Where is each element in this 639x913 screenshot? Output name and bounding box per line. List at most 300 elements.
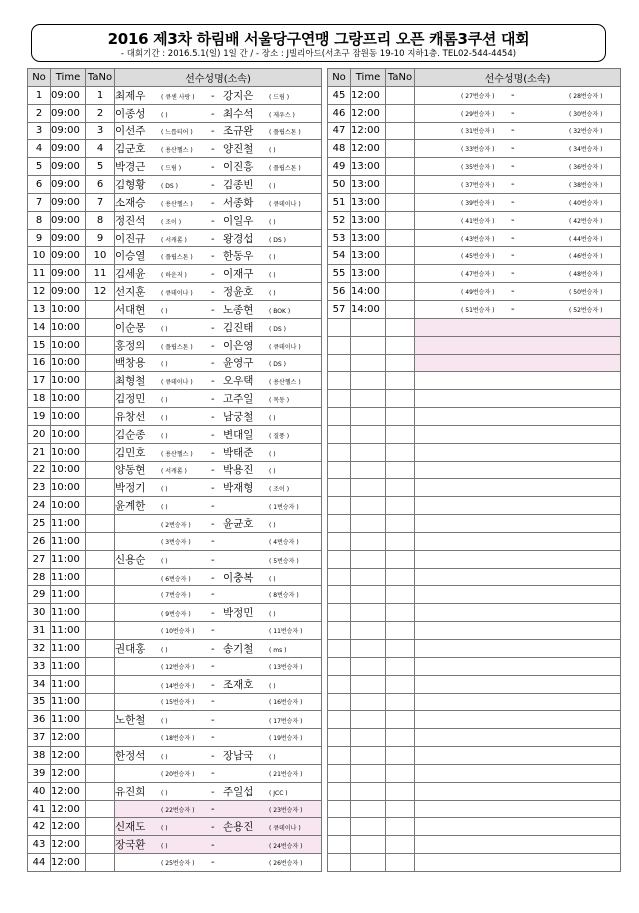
empty-cell [386,390,415,408]
empty-cell [386,443,415,461]
match-time: 11:00 [51,586,86,604]
player1-club: ( 27번승자 ) [461,92,495,100]
match-players [415,104,621,122]
empty-cell [386,818,415,836]
versus-dash: - [211,90,215,102]
match-time: 09:00 [51,176,86,194]
match-time: 11:00 [51,657,86,675]
versus-dash: - [211,750,215,762]
match-time: 10:00 [51,408,86,426]
empty-cell [415,372,621,390]
match-players [115,176,322,194]
empty-cell [415,354,621,372]
match-players [115,747,322,765]
empty-cell [351,354,386,372]
player1-club: ( ) [161,843,168,851]
empty-cell [386,693,415,711]
table-row [28,586,322,604]
player1-name: 김세윤 [115,268,146,281]
empty-cell [351,443,386,461]
table-no [86,300,115,318]
versus-dash: - [211,732,215,744]
empty-row [328,818,621,836]
player2-club: ( ) [269,272,276,280]
player2-name: 장남국 [223,749,254,762]
player1-club: ( 43번승자 ) [461,235,495,243]
empty-cell [351,604,386,622]
empty-row [328,479,621,497]
player2-club: ( ) [269,753,276,761]
empty-cell [415,497,621,515]
empty-cell [328,372,351,390]
match-players [115,586,322,604]
match-no: 22 [28,461,51,479]
empty-cell [386,782,415,800]
match-players [115,211,322,229]
versus-dash: - [211,572,215,584]
match-players [115,568,322,586]
title-box [31,24,606,62]
player2-name: 오우택 [223,375,254,388]
match-no: 37 [28,729,51,747]
player1-club: ( 29번승자 ) [461,110,495,118]
table-no [86,604,115,622]
table-header-row [328,69,621,87]
table-row [28,265,322,283]
empty-cell [415,640,621,658]
col-header-tano: TaNo [86,69,115,87]
table-no [386,104,415,122]
player2-name: 윤균호 [223,518,254,531]
match-time: 09:00 [51,247,86,265]
col-header-time: Time [351,69,386,87]
empty-cell [386,532,415,550]
table-no [86,729,115,747]
empty-cell [328,425,351,443]
match-no: 4 [28,140,51,158]
empty-cell [351,854,386,872]
player2-club: ( 40번승자 ) [569,199,603,207]
empty-cell [351,461,386,479]
match-time: 14:00 [351,300,386,318]
page-title: 2016 제3차 하림배 서울당구연맹 그랑프리 오픈 캐롬3쿠션 대회 [107,30,530,48]
versus-dash: - [211,803,215,815]
versus-dash: - [211,715,215,727]
player1-club: ( 서캐롬 ) [161,236,187,244]
match-no: 12 [28,283,51,301]
player1-name: 정진석 [115,214,146,227]
match-players [115,640,322,658]
player2-club: ( ) [269,450,276,458]
empty-row [328,515,621,533]
match-players [415,283,621,301]
empty-cell [386,568,415,586]
player1-club: ( ) [161,753,168,761]
match-time: 11:00 [51,568,86,586]
versus-dash: - [211,696,215,708]
empty-cell [386,372,415,390]
table-no [86,711,115,729]
match-no: 48 [328,140,351,158]
table-row [328,193,621,211]
player1-club: ( 느릅티어 ) [161,129,193,137]
match-no: 3 [28,122,51,140]
table-row [28,443,322,461]
table-no [386,140,415,158]
player1-club: ( ) [161,557,168,565]
match-time: 13:00 [351,247,386,265]
empty-row [328,622,621,640]
table-no: 6 [86,176,115,194]
player1-club: ( 용산헬스 ) [161,450,193,458]
table-no: 8 [86,211,115,229]
empty-cell [328,354,351,372]
table-row [28,122,322,140]
player1-club: ( 서캐롬 ) [161,468,187,476]
versus-dash: - [211,251,215,263]
match-no: 19 [28,408,51,426]
empty-cell [415,586,621,604]
empty-row [328,604,621,622]
table-no [386,193,415,211]
match-time: 13:00 [351,229,386,247]
empty-cell [351,515,386,533]
empty-cell [386,318,415,336]
player1-name: 최형철 [115,375,146,388]
player1-club: ( 49번승자 ) [461,289,495,297]
table-no [86,479,115,497]
player2-name: 남궁철 [223,410,254,423]
table-no [86,640,115,658]
match-players [115,193,322,211]
player1-club: ( ) [161,307,168,315]
player2-club: ( 32번승자 ) [569,128,603,136]
versus-dash: - [211,126,215,138]
versus-dash: - [511,178,515,190]
empty-cell [351,622,386,640]
table-row [328,176,621,194]
player2-name: 최수석 [223,107,254,120]
player2-club: ( ) [269,611,276,619]
empty-cell [386,800,415,818]
match-players [115,854,322,872]
empty-row [328,390,621,408]
match-no: 14 [28,318,51,336]
table-no [86,497,115,515]
empty-row [328,497,621,515]
empty-cell [351,318,386,336]
player2-club: ( ) [269,218,276,226]
table-row [28,818,322,836]
player2-name: 김진태 [223,321,254,334]
player1-club: ( ) [161,486,168,494]
player2-club: ( 50번승자 ) [569,289,603,297]
match-time: 12:00 [351,104,386,122]
empty-cell [386,836,415,854]
match-time: 12:00 [351,140,386,158]
player1-name: 김순종 [115,428,146,441]
versus-dash: - [211,411,215,423]
empty-cell [351,425,386,443]
empty-row [328,729,621,747]
versus-dash: - [211,447,215,459]
match-time: 13:00 [351,265,386,283]
match-players [415,229,621,247]
match-players [115,604,322,622]
match-players [115,390,322,408]
match-no: 44 [28,854,51,872]
table-no [86,782,115,800]
table-row [28,622,322,640]
player1-club: ( ) [161,789,168,797]
match-time: 12:00 [51,747,86,765]
versus-dash: - [211,179,215,191]
player2-club: ( 드림 ) [269,93,290,101]
table-row [28,532,322,550]
empty-cell [351,729,386,747]
empty-cell [351,818,386,836]
table-row [28,479,322,497]
schedule-body-left [28,86,322,871]
empty-row [328,443,621,461]
empty-cell [386,550,415,568]
table-row [28,729,322,747]
table-row [28,764,322,782]
col-header-players: 선수성명(소속) [115,69,322,87]
match-players [115,140,322,158]
match-players [115,443,322,461]
empty-row [328,461,621,479]
match-players [115,86,322,104]
table-no [86,408,115,426]
empty-cell [415,675,621,693]
match-no: 26 [28,532,51,550]
empty-cell [328,336,351,354]
empty-cell [415,622,621,640]
player1-club: ( 37번승자 ) [461,181,495,189]
match-time: 12:00 [51,836,86,854]
table-row [28,158,322,176]
player1-club: ( 20번승자 ) [161,770,195,778]
empty-cell [415,425,621,443]
match-time: 11:00 [51,532,86,550]
match-players [115,158,322,176]
table-no [86,800,115,818]
table-row [28,693,322,711]
match-players [115,229,322,247]
table-no: 11 [86,265,115,283]
table-row [28,211,322,229]
player2-name: 이충복 [223,571,254,584]
empty-row [328,782,621,800]
versus-dash: - [211,840,215,852]
player1-club: ( ) [161,825,168,833]
match-no: 31 [28,622,51,640]
empty-cell [386,336,415,354]
table-no: 12 [86,283,115,301]
player1-club: ( 큐데이나 ) [161,379,193,387]
versus-dash: - [511,196,515,208]
match-no: 33 [28,657,51,675]
player2-club: ( ) [269,575,276,583]
match-no: 28 [28,568,51,586]
versus-dash: - [511,89,515,101]
player2-club: ( ) [269,290,276,298]
table-no [86,818,115,836]
match-time: 14:00 [351,283,386,301]
empty-cell [328,782,351,800]
player2-name: 조규완 [223,125,254,138]
table-no [86,568,115,586]
player1-club: ( 드림 ) [161,165,182,173]
player1-club: ( 플립스톤 ) [161,343,193,351]
versus-dash: - [511,125,515,137]
table-no [86,550,115,568]
match-players [415,247,621,265]
empty-cell [386,461,415,479]
match-time: 11:00 [51,640,86,658]
player2-club: ( 34번승자 ) [569,146,603,154]
versus-dash: - [511,303,515,315]
table-row [28,425,322,443]
table-no [86,764,115,782]
player2-club: ( 46번승자 ) [569,253,603,261]
match-time: 12:00 [351,122,386,140]
player1-club: ( ) [161,414,168,422]
empty-cell [415,854,621,872]
empty-cell [386,425,415,443]
match-time: 09:00 [51,265,86,283]
empty-cell [386,729,415,747]
table-no [86,336,115,354]
player2-name: 박용진 [223,464,254,477]
player2-club: ( 제우스 ) [269,111,295,119]
empty-cell [386,711,415,729]
empty-cell [328,675,351,693]
match-no: 8 [28,211,51,229]
table-no [86,515,115,533]
player2-club: ( 8번승자 ) [269,592,299,600]
empty-cell [386,675,415,693]
empty-cell [351,675,386,693]
player1-club: ( 15번승자 ) [161,699,195,707]
player2-club: ( 조이 ) [269,486,290,494]
empty-cell [386,604,415,622]
table-row [328,265,621,283]
table-no [386,211,415,229]
table-no [86,390,115,408]
player1-name: 선지훈 [115,286,146,299]
empty-row [328,764,621,782]
table-row [28,800,322,818]
table-row [328,247,621,265]
empty-cell [415,764,621,782]
match-time: 11:00 [51,622,86,640]
versus-dash: - [511,232,515,244]
player1-club: ( 큐데이나 ) [161,290,193,298]
empty-cell [415,443,621,461]
col-header-no: No [28,69,51,87]
empty-cell [415,657,621,675]
empty-cell [415,532,621,550]
match-no: 25 [28,515,51,533]
table-row [28,604,322,622]
match-no: 13 [28,300,51,318]
match-players [115,372,322,390]
match-no: 40 [28,782,51,800]
match-time: 09:00 [51,122,86,140]
player1-name: 한정석 [115,749,146,762]
match-time: 10:00 [51,461,86,479]
match-no: 24 [28,497,51,515]
match-players [115,782,322,800]
player1-name: 서대현 [115,303,146,316]
col-header-no: No [328,69,351,87]
match-time: 09:00 [51,283,86,301]
match-time: 10:00 [51,497,86,515]
table-no: 4 [86,140,115,158]
player1-club: ( 2번승자 ) [161,522,191,530]
match-time: 10:00 [51,300,86,318]
empty-cell [328,408,351,426]
versus-dash: - [211,535,215,547]
table-no: 1 [86,86,115,104]
match-no: 11 [28,265,51,283]
player2-club: ( ) [269,182,276,190]
player1-club: ( 7번승자 ) [161,592,191,600]
empty-cell [351,390,386,408]
versus-dash: - [211,483,215,495]
versus-dash: - [211,197,215,209]
table-row [328,104,621,122]
empty-cell [328,640,351,658]
table-row [28,675,322,693]
player1-name: 이진규 [115,232,146,245]
player1-club: ( 조이 ) [161,218,182,226]
table-row [28,408,322,426]
table-no [386,283,415,301]
empty-cell [328,800,351,818]
player2-name: 고주일 [223,393,254,406]
match-no: 9 [28,229,51,247]
player1-club: ( 39번승자 ) [461,199,495,207]
player2-club: ( 52번승자 ) [569,306,603,314]
player1-club: ( ) [161,432,168,440]
empty-row [328,550,621,568]
match-players [115,479,322,497]
player1-name: 김군호 [115,143,146,156]
empty-row [328,640,621,658]
empty-cell [351,550,386,568]
player2-club: ( JCC ) [269,789,288,797]
match-players [415,300,621,318]
empty-cell [328,604,351,622]
match-players [115,550,322,568]
player1-club: ( 25번승자 ) [161,860,195,868]
match-time: 10:00 [51,318,86,336]
player2-club: ( ) [269,682,276,690]
player1-name: 유창선 [115,410,146,423]
versus-dash: - [211,608,215,620]
match-time: 13:00 [351,211,386,229]
match-no: 1 [28,86,51,104]
versus-dash: - [211,857,215,869]
schedule-body-right [328,86,621,871]
versus-dash: - [211,304,215,316]
empty-cell [415,568,621,586]
empty-cell [328,747,351,765]
table-no [86,425,115,443]
